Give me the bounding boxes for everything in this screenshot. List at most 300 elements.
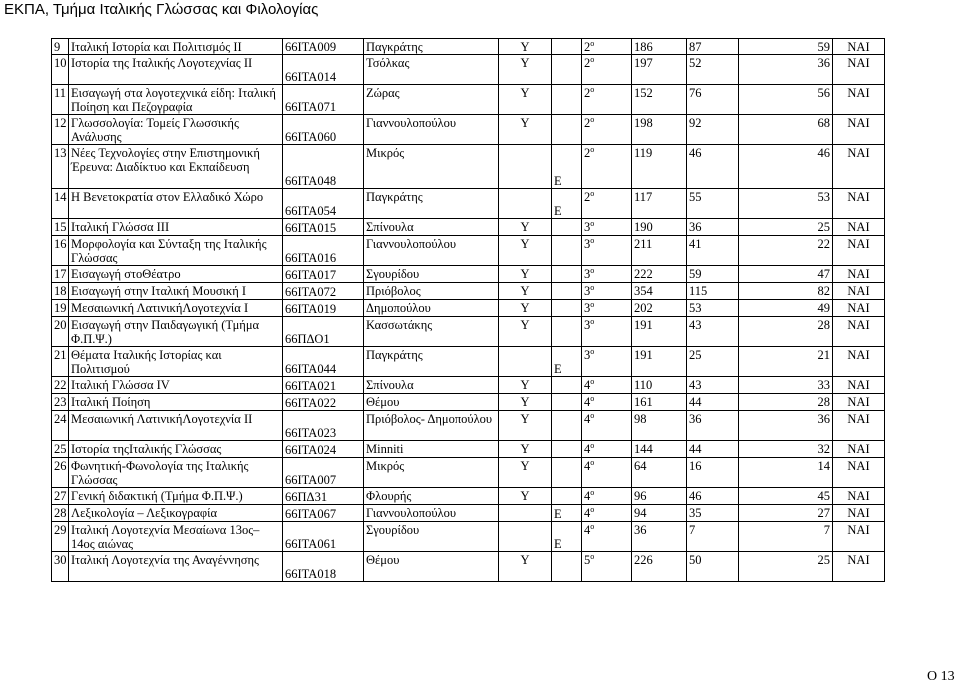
passed-count: 47: [739, 266, 833, 283]
elective-flag: [552, 39, 582, 55]
passed-count: 25: [739, 552, 833, 582]
course-code: 66ΙΤΑ007: [283, 458, 364, 488]
enrolled-count: 117: [632, 189, 687, 219]
elective-flag: [552, 394, 582, 411]
course-code: 66ΙΤΑ054: [283, 189, 364, 219]
table-row: [52, 441, 885, 458]
semester: [582, 411, 632, 441]
semester: [582, 458, 632, 488]
status: ΝΑΙ: [833, 219, 885, 236]
course-type: Υ: [499, 115, 552, 145]
status: ΝΑΙ: [833, 394, 885, 411]
status: ΝΑΙ: [833, 189, 885, 219]
course-type: [499, 522, 552, 552]
course-code: 66ΙΤΑ015: [283, 219, 364, 236]
course-type: [499, 145, 552, 189]
courses-table: [51, 38, 885, 582]
elective-flag: [552, 85, 582, 115]
semester: [582, 488, 632, 505]
course-name: Ιταλική Ποίηση: [69, 394, 283, 411]
course-name: Ιστορία της Ιταλικής Λογοτεχνίας ΙΙ: [69, 55, 283, 85]
course-name: Λεξικολογία – Λεξικογραφία: [69, 505, 283, 522]
semester: [582, 347, 632, 377]
registered-count: 36: [687, 219, 739, 236]
course-type: Υ: [499, 317, 552, 347]
semester-value: 2: [584, 116, 591, 130]
professor: Μικρός: [364, 458, 499, 488]
semester: [582, 236, 632, 266]
semester: [582, 145, 632, 189]
course-name: Γενική διδακτική (Τμήμα Φ.Π.Ψ.): [69, 488, 283, 505]
course-type: Υ: [499, 411, 552, 441]
row-number: 13: [52, 145, 69, 189]
course-type: Υ: [499, 394, 552, 411]
passed-count: 45: [739, 488, 833, 505]
elective-flag: [552, 377, 582, 394]
row-number: 16: [52, 236, 69, 266]
status: ΝΑΙ: [833, 85, 885, 115]
semester: [582, 39, 632, 55]
course-type: Υ: [499, 300, 552, 317]
status: ΝΑΙ: [833, 115, 885, 145]
passed-count: 56: [739, 85, 833, 115]
semester-value: 2: [584, 56, 591, 70]
enrolled-count: 191: [632, 317, 687, 347]
registered-count: 44: [687, 441, 739, 458]
status: ΝΑΙ: [833, 347, 885, 377]
table-row: [52, 145, 885, 189]
registered-count: 16: [687, 458, 739, 488]
professor: Σγουρίδου: [364, 266, 499, 283]
table-row: [52, 522, 885, 552]
row-number: 21: [52, 347, 69, 377]
enrolled-count: 186: [632, 39, 687, 55]
course-code: 66ΙΤΑ060: [283, 115, 364, 145]
course-code: 66ΙΤΑ014: [283, 55, 364, 85]
ordinal-suffix: ο: [590, 38, 595, 48]
passed-count: 33: [739, 377, 833, 394]
semester-value: 3: [584, 301, 591, 315]
course-code: 66ΙΤΑ061: [283, 522, 364, 552]
course-name: Μεσαιωνική ΛατινικήΛογοτεχνία Ι: [69, 300, 283, 317]
registered-count: 46: [687, 145, 739, 189]
professor: Δημοπούλου: [364, 300, 499, 317]
professor: Θέμου: [364, 552, 499, 582]
enrolled-count: 144: [632, 441, 687, 458]
professor: Παγκράτης: [364, 347, 499, 377]
status: ΝΑΙ: [833, 300, 885, 317]
status: ΝΑΙ: [833, 266, 885, 283]
ordinal-suffix: ο: [590, 346, 595, 356]
elective-flag: [552, 236, 582, 266]
semester-value: 4: [584, 459, 591, 473]
registered-count: 59: [687, 266, 739, 283]
semester: [582, 552, 632, 582]
registered-count: 35: [687, 505, 739, 522]
course-type: Υ: [499, 266, 552, 283]
elective-flag: Ε: [552, 505, 582, 522]
ordinal-suffix: ο: [590, 487, 595, 497]
table-row: [52, 552, 885, 582]
passed-count: 25: [739, 219, 833, 236]
semester: [582, 189, 632, 219]
course-name: Φωνητική-Φωνολογία της Ιταλικής Γλώσσας: [69, 458, 283, 488]
semester-value: 2: [584, 190, 591, 204]
passed-count: 27: [739, 505, 833, 522]
elective-flag: Ε: [552, 347, 582, 377]
course-name: Ιταλική Γλώσσα ΙΙΙ: [69, 219, 283, 236]
professor: Παγκράτης: [364, 39, 499, 55]
course-type: Υ: [499, 283, 552, 300]
semester-value: 3: [584, 267, 591, 281]
passed-count: 36: [739, 55, 833, 85]
semester-value: 4: [584, 395, 591, 409]
course-code: 66ΙΤΑ016: [283, 236, 364, 266]
elective-flag: [552, 266, 582, 283]
ordinal-suffix: ο: [590, 265, 595, 275]
row-number: 17: [52, 266, 69, 283]
enrolled-count: 226: [632, 552, 687, 582]
elective-flag: [552, 488, 582, 505]
course-code: 66ΙΤΑ019: [283, 300, 364, 317]
ordinal-suffix: ο: [590, 440, 595, 450]
course-code: 66ΙΤΑ072: [283, 283, 364, 300]
course-code: 66ΙΤΑ044: [283, 347, 364, 377]
course-name: Θέματα Ιταλικής Ιστορίας και Πολιτισμού: [69, 347, 283, 377]
course-name: Εισαγωγή στην Παιδαγωγική (Τμήμα Φ.Π.Ψ.): [69, 317, 283, 347]
passed-count: 49: [739, 300, 833, 317]
elective-flag: [552, 283, 582, 300]
course-name: Ιταλική Λογοτεχνία της Αναγέννησης: [69, 552, 283, 582]
elective-flag: [552, 411, 582, 441]
professor: Κασσωτάκης: [364, 317, 499, 347]
status: ΝΑΙ: [833, 55, 885, 85]
course-code: 66ΙΤΑ017: [283, 266, 364, 283]
table-row: [52, 189, 885, 219]
course-name: Μορφολογία και Σύνταξη της Ιταλικής Γλώσσας: [69, 236, 283, 266]
ordinal-suffix: ο: [590, 54, 595, 64]
table-row: [52, 266, 885, 283]
elective-flag: Ε: [552, 145, 582, 189]
status: ΝΑΙ: [833, 39, 885, 55]
course-name: Εισαγωγή στα λογοτεχνικά είδη: Ιταλική Ποίηση και Πεζογραφία: [69, 85, 283, 115]
semester-value: 3: [584, 318, 591, 332]
passed-count: 53: [739, 189, 833, 219]
row-number: 9: [52, 39, 69, 55]
enrolled-count: 161: [632, 394, 687, 411]
course-name: Ιταλική Ιστορία και Πολιτισμός ΙΙ: [69, 39, 283, 55]
table-row: [52, 115, 885, 145]
ordinal-suffix: ο: [590, 316, 595, 326]
table-row: [52, 300, 885, 317]
course-code: 66ΙΤΑ048: [283, 145, 364, 189]
row-number: 28: [52, 505, 69, 522]
status: ΝΑΙ: [833, 283, 885, 300]
row-number: 23: [52, 394, 69, 411]
row-number: 10: [52, 55, 69, 85]
elective-flag: [552, 552, 582, 582]
course-code: 66ΙΤΑ067: [283, 505, 364, 522]
course-type: Υ: [499, 488, 552, 505]
semester-value: 2: [584, 146, 591, 160]
professor: Γιαννουλοπούλου: [364, 236, 499, 266]
semester: [582, 55, 632, 85]
course-name: Εισαγωγή στοΘέατρο: [69, 266, 283, 283]
enrolled-count: 197: [632, 55, 687, 85]
course-name: Γλωσσολογία: Τομείς Γλωσσικής Ανάλυσης: [69, 115, 283, 145]
elective-flag: [552, 441, 582, 458]
registered-count: 115: [687, 283, 739, 300]
enrolled-count: 36: [632, 522, 687, 552]
passed-count: 22: [739, 236, 833, 266]
ordinal-suffix: ο: [590, 299, 595, 309]
semester: [582, 85, 632, 115]
row-number: 20: [52, 317, 69, 347]
course-name: Ιταλική Λογοτεχνία Μεσαίωνα 13ος– 14ος αιώνας: [69, 522, 283, 552]
course-name: Ιστορία τηςΙταλικής Γλώσσας: [69, 441, 283, 458]
row-number: 25: [52, 441, 69, 458]
table-row: [52, 317, 885, 347]
semester: [582, 377, 632, 394]
course-code: 66ΠΔΟ1: [283, 317, 364, 347]
passed-count: 14: [739, 458, 833, 488]
professor: Ζώρας: [364, 85, 499, 115]
passed-count: 59: [739, 39, 833, 55]
course-type: Υ: [499, 458, 552, 488]
semester: [582, 522, 632, 552]
enrolled-count: 64: [632, 458, 687, 488]
passed-count: 68: [739, 115, 833, 145]
semester: [582, 283, 632, 300]
passed-count: 46: [739, 145, 833, 189]
course-code: 66ΙΤΑ022: [283, 394, 364, 411]
registered-count: 92: [687, 115, 739, 145]
registered-count: 25: [687, 347, 739, 377]
course-name: Η Βενετοκρατία στον Ελλαδικό Χώρο: [69, 189, 283, 219]
status: ΝΑΙ: [833, 317, 885, 347]
row-number: 19: [52, 300, 69, 317]
elective-flag: [552, 458, 582, 488]
enrolled-count: 96: [632, 488, 687, 505]
enrolled-count: 198: [632, 115, 687, 145]
enrolled-count: 152: [632, 85, 687, 115]
row-number: 11: [52, 85, 69, 115]
table-row: [52, 505, 885, 522]
enrolled-count: 222: [632, 266, 687, 283]
registered-count: 7: [687, 522, 739, 552]
semester: [582, 317, 632, 347]
table-row: [52, 411, 885, 441]
row-number: 22: [52, 377, 69, 394]
table-row: [52, 377, 885, 394]
row-number: 18: [52, 283, 69, 300]
passed-count: 7: [739, 522, 833, 552]
course-name: Μεσαιωνική ΛατινικήΛογοτεχνία ΙΙ: [69, 411, 283, 441]
course-code: 66ΙΤΑ071: [283, 85, 364, 115]
registered-count: 76: [687, 85, 739, 115]
professor: Γιαννουλοπούλου: [364, 115, 499, 145]
table-row: [52, 85, 885, 115]
page-number: Ο 13: [927, 669, 955, 684]
course-type: Υ: [499, 55, 552, 85]
semester: [582, 441, 632, 458]
row-number: 26: [52, 458, 69, 488]
table-row: [52, 488, 885, 505]
table-row: [52, 458, 885, 488]
semester-value: 2: [584, 40, 591, 54]
enrolled-count: 94: [632, 505, 687, 522]
table-row: [52, 394, 885, 411]
elective-flag: [552, 317, 582, 347]
status: ΝΑΙ: [833, 377, 885, 394]
enrolled-count: 191: [632, 347, 687, 377]
ordinal-suffix: ο: [590, 235, 595, 245]
registered-count: 41: [687, 236, 739, 266]
professor: Γιαννουλοπούλου: [364, 505, 499, 522]
passed-count: 36: [739, 411, 833, 441]
registered-count: 36: [687, 411, 739, 441]
semester-value: 5: [584, 553, 591, 567]
row-number: 14: [52, 189, 69, 219]
course-type: Υ: [499, 441, 552, 458]
semester: [582, 505, 632, 522]
semester-value: 4: [584, 523, 591, 537]
ordinal-suffix: ο: [590, 376, 595, 386]
status: ΝΑΙ: [833, 488, 885, 505]
professor: Θέμου: [364, 394, 499, 411]
professor: Φλουρής: [364, 488, 499, 505]
row-number: 24: [52, 411, 69, 441]
course-code: 66ΠΔ31: [283, 488, 364, 505]
professor: Σπίνουλα: [364, 377, 499, 394]
status: ΝΑΙ: [833, 522, 885, 552]
passed-count: 28: [739, 317, 833, 347]
status: ΝΑΙ: [833, 145, 885, 189]
course-name: Νέες Τεχνολογίες στην Επιστημονική Έρευνα: Διαδίκτυο και Εκπαίδευση: [69, 145, 283, 189]
course-code: 66ΙΤΑ021: [283, 377, 364, 394]
course-type: Υ: [499, 236, 552, 266]
professor: Πριόβολος: [364, 283, 499, 300]
ordinal-suffix: ο: [590, 218, 595, 228]
table-row: [52, 55, 885, 85]
ordinal-suffix: ο: [590, 457, 595, 467]
passed-count: 32: [739, 441, 833, 458]
semester: [582, 300, 632, 317]
professor: Μικρός: [364, 145, 499, 189]
elective-flag: [552, 300, 582, 317]
enrolled-count: 354: [632, 283, 687, 300]
table-row: [52, 347, 885, 377]
ordinal-suffix: ο: [590, 84, 595, 94]
course-name: Εισαγωγή στην Ιταλική Μουσική Ι: [69, 283, 283, 300]
semester-value: 3: [584, 237, 591, 251]
status: ΝΑΙ: [833, 505, 885, 522]
course-type: [499, 347, 552, 377]
passed-count: 21: [739, 347, 833, 377]
elective-flag: [552, 55, 582, 85]
ordinal-suffix: ο: [590, 188, 595, 198]
registered-count: 52: [687, 55, 739, 85]
course-name: Ιταλική Γλώσσα IV: [69, 377, 283, 394]
enrolled-count: 119: [632, 145, 687, 189]
course-type: [499, 189, 552, 219]
semester-value: 4: [584, 378, 591, 392]
status: ΝΑΙ: [833, 458, 885, 488]
elective-flag: Ε: [552, 189, 582, 219]
semester: [582, 394, 632, 411]
elective-flag: Ε: [552, 522, 582, 552]
row-number: 12: [52, 115, 69, 145]
registered-count: 44: [687, 394, 739, 411]
passed-count: 82: [739, 283, 833, 300]
row-number: 15: [52, 219, 69, 236]
professor: Σγουρίδου: [364, 522, 499, 552]
registered-count: 46: [687, 488, 739, 505]
semester-value: 3: [584, 284, 591, 298]
professor: Σπίνουλα: [364, 219, 499, 236]
course-code: 66ΙΤΑ023: [283, 411, 364, 441]
status: ΝΑΙ: [833, 236, 885, 266]
semester: [582, 266, 632, 283]
course-type: [499, 505, 552, 522]
semester-value: 4: [584, 489, 591, 503]
table-row: [52, 283, 885, 300]
ordinal-suffix: ο: [590, 521, 595, 531]
professor: Πριόβολος- Δημοπούλου: [364, 411, 499, 441]
elective-flag: [552, 115, 582, 145]
page-title: ΕΚΠΑ, Τμήμα Ιταλικής Γλώσσας και Φιλολογίας: [4, 1, 319, 18]
status: ΝΑΙ: [833, 441, 885, 458]
course-type: Υ: [499, 219, 552, 236]
row-number: 30: [52, 552, 69, 582]
enrolled-count: 190: [632, 219, 687, 236]
registered-count: 50: [687, 552, 739, 582]
semester-value: 4: [584, 412, 591, 426]
enrolled-count: 98: [632, 411, 687, 441]
professor: Παγκράτης: [364, 189, 499, 219]
elective-flag: [552, 219, 582, 236]
course-code: 66ΙΤΑ009: [283, 39, 364, 55]
enrolled-count: 202: [632, 300, 687, 317]
ordinal-suffix: ο: [590, 282, 595, 292]
course-type: Υ: [499, 552, 552, 582]
enrolled-count: 211: [632, 236, 687, 266]
semester-value: 3: [584, 348, 591, 362]
ordinal-suffix: ο: [590, 114, 595, 124]
semester: [582, 219, 632, 236]
semester-value: 3: [584, 220, 591, 234]
course-type: Υ: [499, 85, 552, 115]
course-code: 66ΙΤΑ024: [283, 441, 364, 458]
ordinal-suffix: ο: [590, 144, 595, 154]
table-row: [52, 39, 885, 55]
semester-value: 4: [584, 506, 591, 520]
professor: Minniti: [364, 441, 499, 458]
professor: Τσόλκας: [364, 55, 499, 85]
status: ΝΑΙ: [833, 552, 885, 582]
status: ΝΑΙ: [833, 411, 885, 441]
registered-count: 53: [687, 300, 739, 317]
ordinal-suffix: ο: [590, 551, 595, 561]
registered-count: 43: [687, 377, 739, 394]
semester-value: 4: [584, 442, 591, 456]
passed-count: 28: [739, 394, 833, 411]
row-number: 27: [52, 488, 69, 505]
registered-count: 55: [687, 189, 739, 219]
course-code: 66ΙΤΑ018: [283, 552, 364, 582]
ordinal-suffix: ο: [590, 410, 595, 420]
registered-count: 87: [687, 39, 739, 55]
